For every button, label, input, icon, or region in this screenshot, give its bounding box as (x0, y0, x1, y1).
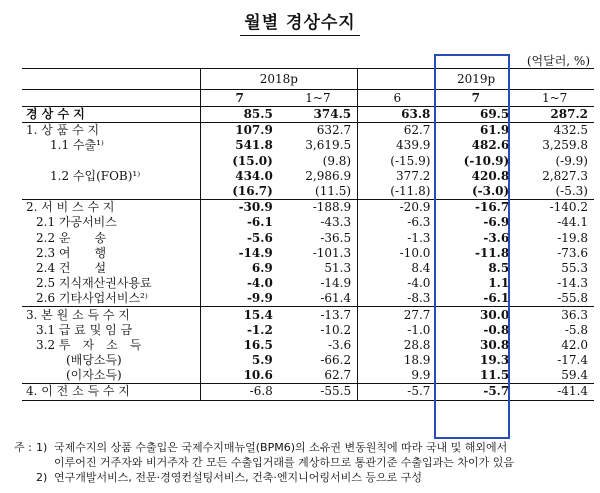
table-row (22, 169, 594, 184)
value-cell: (-5.3) (555, 184, 588, 199)
year-header-row (22, 69, 594, 90)
value-cell: 8.4 (358, 261, 437, 276)
month-header: 1~7 (279, 90, 358, 107)
row-label (22, 184, 200, 200)
value-cell: -6.1 (200, 215, 279, 230)
row-label: 2. 서 비 스 수 지 (22, 200, 200, 216)
value-cell: -101.3 (312, 245, 352, 260)
value-cell: (-10.9) (463, 153, 510, 168)
table-row (22, 184, 594, 200)
value-cell: 541.8 (200, 138, 279, 153)
value-cell: -14.9 (200, 246, 279, 261)
value-cell: 42.0 (561, 337, 588, 352)
footnote-spacer (14, 455, 36, 470)
row-label: 1.2 수입(FOB)¹⁾ (50, 168, 141, 183)
value-cell: 482.6 (471, 138, 510, 153)
row-label: 경 상 수 지 (26, 107, 85, 122)
table-row (22, 123, 594, 139)
table-row (22, 138, 594, 153)
value-cell: -6.3 (358, 215, 437, 230)
value-cell: -9.9 (200, 291, 279, 307)
value-cell: -3.6 (483, 230, 510, 245)
value-cell: 59.4 (561, 368, 588, 383)
value-cell: -188.9 (279, 200, 358, 216)
value-cell: -66.2 (320, 353, 352, 368)
value-cell: 434.0 (200, 169, 279, 184)
value-cell: -43.3 (320, 215, 352, 230)
footnote-2 (14, 470, 596, 485)
value-cell: (-15.9) (358, 154, 437, 169)
value-cell: -14.3 (557, 276, 588, 291)
value-cell: 2,986.9 (305, 168, 352, 183)
value-cell: -6.1 (483, 291, 510, 306)
table-row (22, 368, 594, 384)
value-cell: 16.5 (200, 338, 279, 353)
value-cell: 30.0 (436, 307, 515, 323)
value-cell: -1.0 (358, 323, 437, 338)
value-cell: -5.8 (564, 322, 588, 337)
value-cell: 36.3 (515, 307, 594, 323)
table-row (22, 291, 594, 307)
footnote-text: 연구개발서비스, 전문·경영컨설팅서비스, 건축·엔지니어링서비스 등으로 구성 (54, 471, 423, 484)
value-cell: (16.7) (200, 184, 279, 200)
value-cell: 9.9 (358, 368, 437, 384)
value-cell: -41.4 (515, 384, 594, 400)
value-cell: -0.8 (483, 322, 510, 337)
value-cell: (-3.0) (471, 184, 510, 199)
balance-table-container (22, 68, 594, 401)
row-label (22, 154, 200, 169)
value-cell: -6.8 (200, 384, 279, 400)
table-row (22, 215, 594, 230)
value-cell: 439.9 (358, 138, 437, 153)
value-cell: -19.8 (557, 230, 588, 245)
footnote-spacer (14, 470, 36, 485)
value-cell: -17.4 (557, 353, 588, 368)
value-cell: -36.5 (320, 230, 352, 245)
value-cell: 3,619.5 (305, 138, 352, 153)
footnote-text: 국제수지의 상품 수출입은 국제수지매뉴얼(BPM6)의 소유권 변동원칙에 따라 국내 및 해외에서 (54, 441, 508, 454)
month-header: 6 (358, 90, 437, 107)
value-cell: 377.2 (358, 169, 437, 184)
value-cell: 107.9 (200, 123, 279, 139)
table-row (22, 338, 594, 353)
value-cell: 69.5 (479, 107, 510, 122)
row-label: 1.1 수출¹⁾ (50, 138, 104, 153)
value-cell: 55.3 (561, 260, 588, 275)
value-cell: -10.0 (358, 246, 437, 261)
value-cell: -1.2 (200, 323, 279, 338)
row-label: 2.1 가공서비스 (36, 215, 117, 230)
table-row (22, 307, 594, 323)
value-cell: -44.1 (557, 215, 588, 230)
value-cell: -11.8 (474, 245, 510, 260)
row-label: 2.5 지식재산권사용료 (36, 276, 152, 291)
value-cell: -20.9 (358, 200, 437, 216)
table-row (22, 231, 594, 246)
value-cell: 85.5 (200, 107, 279, 123)
value-cell: (11.5) (315, 184, 352, 199)
value-cell: -5.7 (436, 384, 515, 400)
value-cell: -10.2 (320, 322, 352, 337)
footnotes (14, 440, 596, 485)
value-cell: -4.0 (358, 276, 437, 291)
value-cell: 432.5 (515, 123, 594, 139)
value-cell: -5.6 (200, 231, 279, 246)
value-cell: 62.7 (358, 123, 437, 139)
row-label: 3. 본 원 소 득 수 지 (22, 307, 200, 323)
table-row (22, 246, 594, 261)
value-cell: 19.3 (479, 353, 510, 368)
value-cell: 11.5 (479, 368, 510, 383)
unit-label: (억달러, %) (526, 54, 590, 68)
table-row (22, 107, 594, 123)
table-row (22, 384, 594, 400)
month-header: 1~7 (515, 90, 594, 107)
value-cell: 2,827.3 (542, 168, 588, 183)
value-cell: (-11.8) (358, 184, 437, 200)
value-cell: 15.4 (200, 307, 279, 323)
value-cell: -5.7 (358, 384, 437, 400)
row-label: 2.4 건 설 (36, 260, 107, 275)
value-cell: -6.9 (483, 215, 510, 230)
value-cell: 8.5 (488, 260, 510, 275)
value-cell: 62.7 (324, 368, 352, 383)
value-cell: 51.3 (324, 260, 352, 275)
value-cell: 28.8 (358, 338, 437, 353)
header-corner (22, 69, 200, 90)
value-cell: -16.7 (436, 200, 515, 216)
value-cell: -61.4 (320, 291, 352, 306)
value-cell: (-9.9) (555, 153, 588, 168)
current-account-table (22, 68, 594, 401)
footnote-index: 2) (36, 471, 48, 484)
row-label: (배당소득) (66, 353, 122, 368)
row-label: (이자소득) (66, 368, 122, 383)
table-row (22, 261, 594, 276)
value-cell: 287.2 (550, 107, 588, 122)
value-cell: 10.6 (200, 368, 279, 384)
row-label: 3.2 투 자 소 득 (36, 337, 142, 352)
footnote-1-cont (14, 455, 596, 470)
value-cell: -14.9 (320, 276, 352, 291)
value-cell: -140.2 (515, 200, 594, 216)
value-cell: -55.8 (557, 291, 588, 306)
row-label: 2.6 기타사업서비스²⁾ (36, 291, 148, 306)
month-header-row (22, 90, 594, 107)
value-cell: 374.5 (313, 107, 352, 122)
value-cell: -13.7 (279, 307, 358, 323)
footnote-lead: 주 : (14, 441, 32, 454)
month-header: 7 (200, 90, 279, 107)
value-cell: 632.7 (279, 123, 358, 139)
value-cell: (9.8) (322, 153, 352, 168)
value-cell: -4.0 (200, 276, 279, 291)
value-cell: -30.9 (200, 200, 279, 216)
value-cell: 420.8 (471, 168, 510, 183)
value-cell: (15.0) (200, 154, 279, 169)
value-cell: -1.3 (358, 231, 437, 246)
value-cell: 1.1 (488, 276, 510, 291)
year-header-2018: 2018p (200, 69, 358, 90)
footnote-text: 이루어진 거주자와 비거주자 간 모든 수출입거래를 계상하므로 통관기준 수출입과는 차이가 있음 (54, 456, 515, 469)
year-header-2019: 2019p (358, 69, 594, 90)
value-cell: 30.8 (479, 337, 510, 352)
value-cell: 27.7 (358, 307, 437, 323)
table-row (22, 154, 594, 169)
value-cell: 63.8 (358, 107, 437, 123)
table-row (22, 200, 594, 216)
value-cell: 61.9 (436, 123, 515, 139)
row-label: 2.2 운 송 (36, 230, 107, 245)
footnote-index (36, 455, 54, 470)
table-body (22, 107, 594, 401)
header-corner-2 (22, 90, 200, 107)
value-cell: -73.6 (557, 245, 588, 260)
value-cell: 6.9 (200, 261, 279, 276)
value-cell: -55.5 (279, 384, 358, 400)
month-header: 7 (436, 90, 515, 107)
row-label: 4. 이 전 소 득 수 지 (22, 384, 200, 400)
row-label: 1. 상 품 수 지 (22, 123, 200, 139)
value-cell: -3.6 (327, 337, 352, 352)
table-row (22, 276, 594, 291)
value-cell: 18.9 (358, 353, 437, 368)
table-row (22, 353, 594, 368)
table-row (22, 323, 594, 338)
footnote-1 (14, 440, 596, 455)
value-cell: 5.9 (200, 353, 279, 368)
value-cell: 3,259.8 (542, 138, 588, 153)
row-label: 3.1 급 료 및 임 금 (36, 322, 133, 337)
footnote-index: 1) (36, 441, 48, 454)
page-title: 월별 경상수지 (0, 8, 600, 33)
row-label: 2.3 여 행 (36, 245, 107, 260)
value-cell: -8.3 (358, 291, 437, 307)
